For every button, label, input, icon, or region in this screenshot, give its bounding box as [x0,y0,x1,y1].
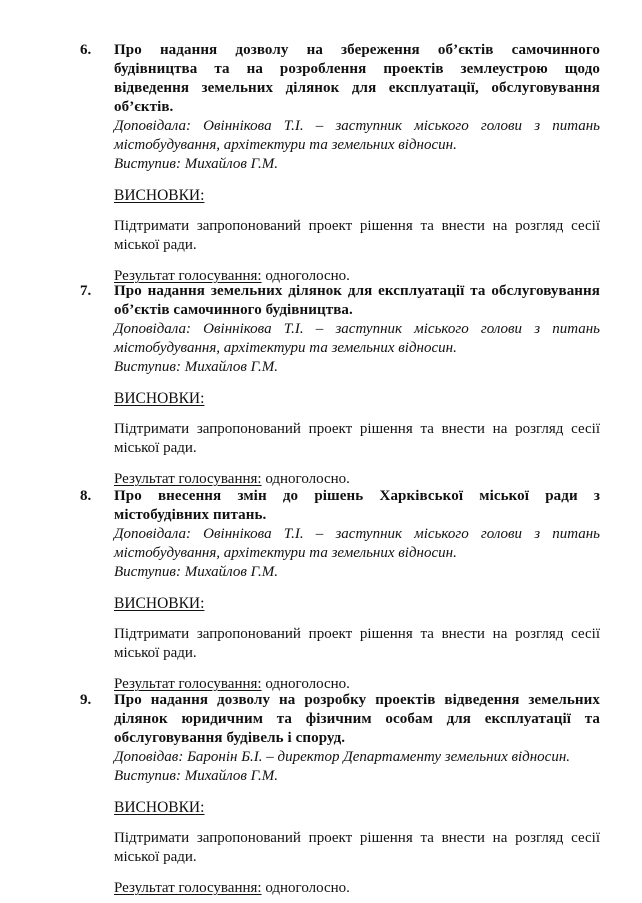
vote-result-value: одноголосно. [261,268,350,284]
item-title: Про внесення змін до рішень Харківської міської ради з містобудівних питань. [114,488,600,523]
vote-result-value: одноголосно. [261,471,350,487]
item-speaker: Доповідала: Овіннікова Т.І. – заступник міського голови з питань містобудування, архітектури та земельних відносин. [114,526,600,561]
conclusions-label: ВИСНОВКИ: [114,595,205,612]
vote-result-value: одноголосно. [261,880,350,896]
item-speech: Виступив: Михайлов Г.М. [114,359,279,375]
item-speaker: Доповідала: Овіннікова Т.І. – заступник міського голови з питань містобудування, архітектури та земельних відносин. [114,321,600,356]
conclusions-label: ВИСНОВКИ: [114,390,205,407]
vote-result-value: одноголосно. [261,676,350,692]
agenda-item [80,691,600,898]
item-number: 8. [80,488,92,504]
conclusions-label: ВИСНОВКИ: [114,799,205,816]
item-title: Про надання земельних ділянок для експлуатації та обслуговування об’єктів самочинного будівництва. [114,283,600,318]
conclusions-label: ВИСНОВКИ: [114,187,205,204]
item-title: Про надання дозволу на збереження об’єктів самочинного будівництва та на розроблення проектів землеустрою щодо відведення земельних ділянок для експлуатації, обслуговування об’єктів. [114,42,600,115]
item-number: 6. [80,42,92,58]
vote-result-label: Результат голосування: [114,880,262,896]
item-speech: Виступив: Михайлов Г.М. [114,768,279,784]
vote-result [114,879,600,898]
item-speaker: Доповідав: Баронін Б.І. – директор Департаменту земельних відносин. [114,749,571,765]
agenda-item [80,41,600,286]
item-speaker: Доповідала: Овіннікова Т.І. – заступник міського голови з питань містобудування, архітектури та земельних відносин. [114,118,600,153]
item-title: Про надання дозволу на розробку проектів відведення земельних ділянок юридичним та фізичним особам для експлуатації та обслуговування будівель і споруд. [114,692,600,746]
item-number: 9. [80,692,92,708]
item-speech: Виступив: Михайлов Г.М. [114,156,279,172]
item-number: 7. [80,283,92,299]
vote-result-label: Результат голосування: [114,268,262,284]
conclusion-text: Підтримати запропонований проект рішення та внести на розгляд сесії міської ради. [114,421,600,456]
conclusion-text: Підтримати запропонований проект рішення та внести на розгляд сесії міської ради. [114,218,600,253]
item-speech: Виступив: Михайлов Г.М. [114,564,279,580]
vote-result-label: Результат голосування: [114,471,262,487]
vote-result-label: Результат голосування: [114,676,262,692]
agenda-item [80,487,600,694]
agenda-item [80,282,600,489]
conclusion-text: Підтримати запропонований проект рішення та внести на розгляд сесії міської ради. [114,830,600,865]
conclusion-text: Підтримати запропонований проект рішення та внести на розгляд сесії міської ради. [114,626,600,661]
